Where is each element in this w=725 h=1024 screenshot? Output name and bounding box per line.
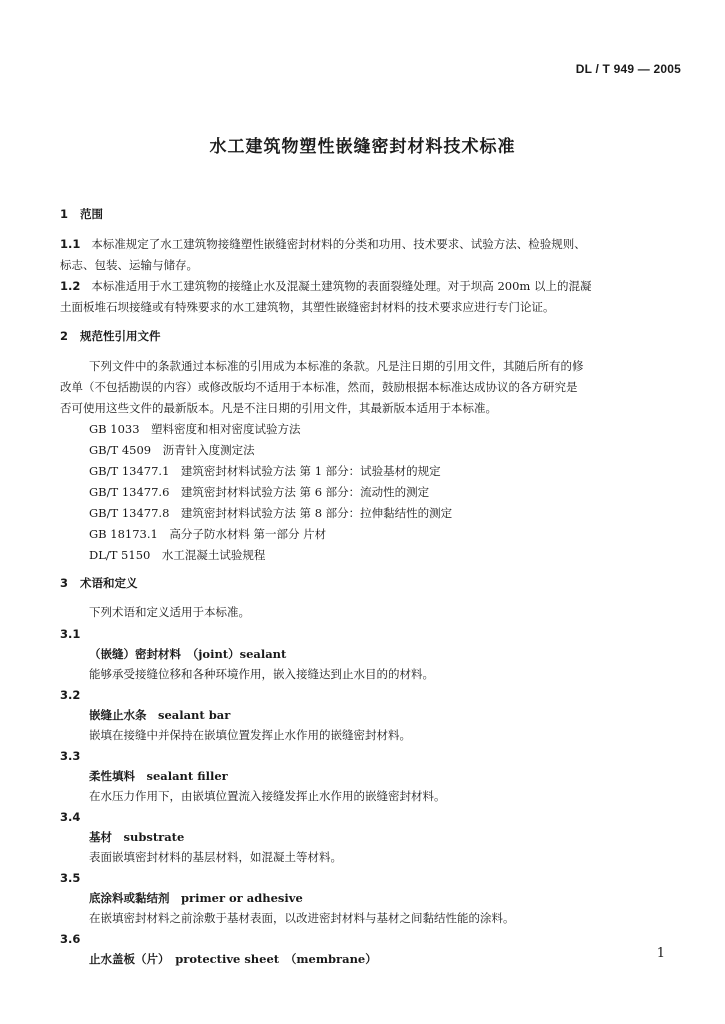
sec3-intro: 下列术语和定义适用于本标准。	[89, 605, 250, 619]
section-number: 2	[60, 329, 69, 343]
section-title: 范围	[80, 207, 104, 221]
clause-1-2-line-1	[60, 278, 591, 294]
standard-code: DL / T 949 — 2005	[575, 62, 681, 76]
reference-item: GB/T 4509 沥青针入度测定法	[89, 443, 255, 457]
sec2-intro-line-1: 下列文件中的条款通过本标准的引用成为本标准的条款。凡是注日期的引用文件，其随后所有的修	[89, 359, 584, 373]
reference-item: GB/T 13477.8 建筑密封材料试验方法 第 8 部分：拉伸黏结性的测定	[89, 506, 453, 520]
clause-number: 1.1	[60, 237, 81, 251]
section-number: 3	[60, 576, 69, 590]
term-definition: 嵌填在接缝中并保持在嵌填位置发挥止水作用的嵌缝密封材料。	[89, 728, 411, 742]
document-title: 水工建筑物塑性嵌缝密封材料技术标准	[209, 137, 516, 157]
clause-text: 本标准适用于水工建筑物的接缝止水及混凝土建筑物的表面裂缝处理。对于坝高 200m 以上的混凝	[91, 279, 592, 293]
clause-text: 本标准规定了水工建筑物接缝塑性嵌缝密封材料的分类和功用、技术要求、试验方法、检验规则、	[91, 237, 586, 251]
term-name: 止水盖板（片） protective sheet （membrane）	[89, 952, 377, 966]
term-number: 3.2	[60, 688, 81, 702]
term-name: 基材 substrate	[89, 830, 185, 844]
term-definition: 在嵌填密封材料之前涂敷于基材表面，以改进密封材料与基材之间黏结性能的涂料。	[89, 911, 515, 925]
reference-item: GB 18173.1 高分子防水材料 第一部分 片材	[89, 527, 327, 541]
term-name: （嵌缝）密封材料 （joint）sealant	[89, 647, 287, 661]
section-number: 1	[60, 207, 69, 221]
section-2-heading	[60, 328, 161, 344]
clause-1-1-line-2: 标志、包装、运输与储存。	[60, 258, 198, 272]
section-title: 规范性引用文件	[80, 329, 161, 343]
term-definition: 表面嵌填密封材料的基层材料，如混凝土等材料。	[89, 850, 342, 864]
sec2-intro-line-3: 否可使用这些文件的最新版本。凡是不注日期的引用文件，其最新版本适用于本标准。	[60, 401, 497, 415]
section-1-heading	[60, 206, 103, 222]
term-name: 底涂料或黏结剂 primer or adhesive	[89, 891, 303, 905]
reference-item: GB/T 13477.1 建筑密封材料试验方法 第 1 部分：试验基材的规定	[89, 464, 441, 478]
term-number: 3.1	[60, 627, 81, 641]
term-definition: 能够承受接缝位移和各种环境作用，嵌入接缝达到止水目的的材料。	[89, 667, 434, 681]
sec2-intro-line-2: 改单（不包括勘误的内容）或修改版均不适用于本标准，然而，鼓励根据本标准达成协议的各方研究是	[60, 380, 578, 394]
reference-item: DL/T 5150 水工混凝土试验规程	[89, 548, 266, 562]
page-number: 1	[656, 946, 665, 961]
term-number: 3.6	[60, 932, 81, 946]
reference-item: GB/T 13477.6 建筑密封材料试验方法 第 6 部分：流动性的测定	[89, 485, 430, 499]
term-name: 嵌缝止水条 sealant bar	[89, 708, 231, 722]
term-number: 3.3	[60, 749, 81, 763]
term-definition: 在水压力作用下，由嵌填位置流入接缝发挥止水作用的嵌缝密封材料。	[89, 789, 446, 803]
clause-number: 1.2	[60, 279, 81, 293]
clause-1-2-line-2: 土面板堆石坝接缝或有特殊要求的水工建筑物，其塑性嵌缝密封材料的技术要求应进行专门论证。	[60, 300, 555, 314]
term-number: 3.5	[60, 871, 81, 885]
reference-item: GB 1033 塑料密度和相对密度试验方法	[89, 422, 301, 436]
term-name: 柔性填料 sealant filler	[89, 769, 228, 783]
clause-1-1-line-1	[60, 236, 586, 252]
section-title: 术语和定义	[80, 576, 138, 590]
section-3-heading	[60, 575, 138, 591]
term-number: 3.4	[60, 810, 81, 824]
